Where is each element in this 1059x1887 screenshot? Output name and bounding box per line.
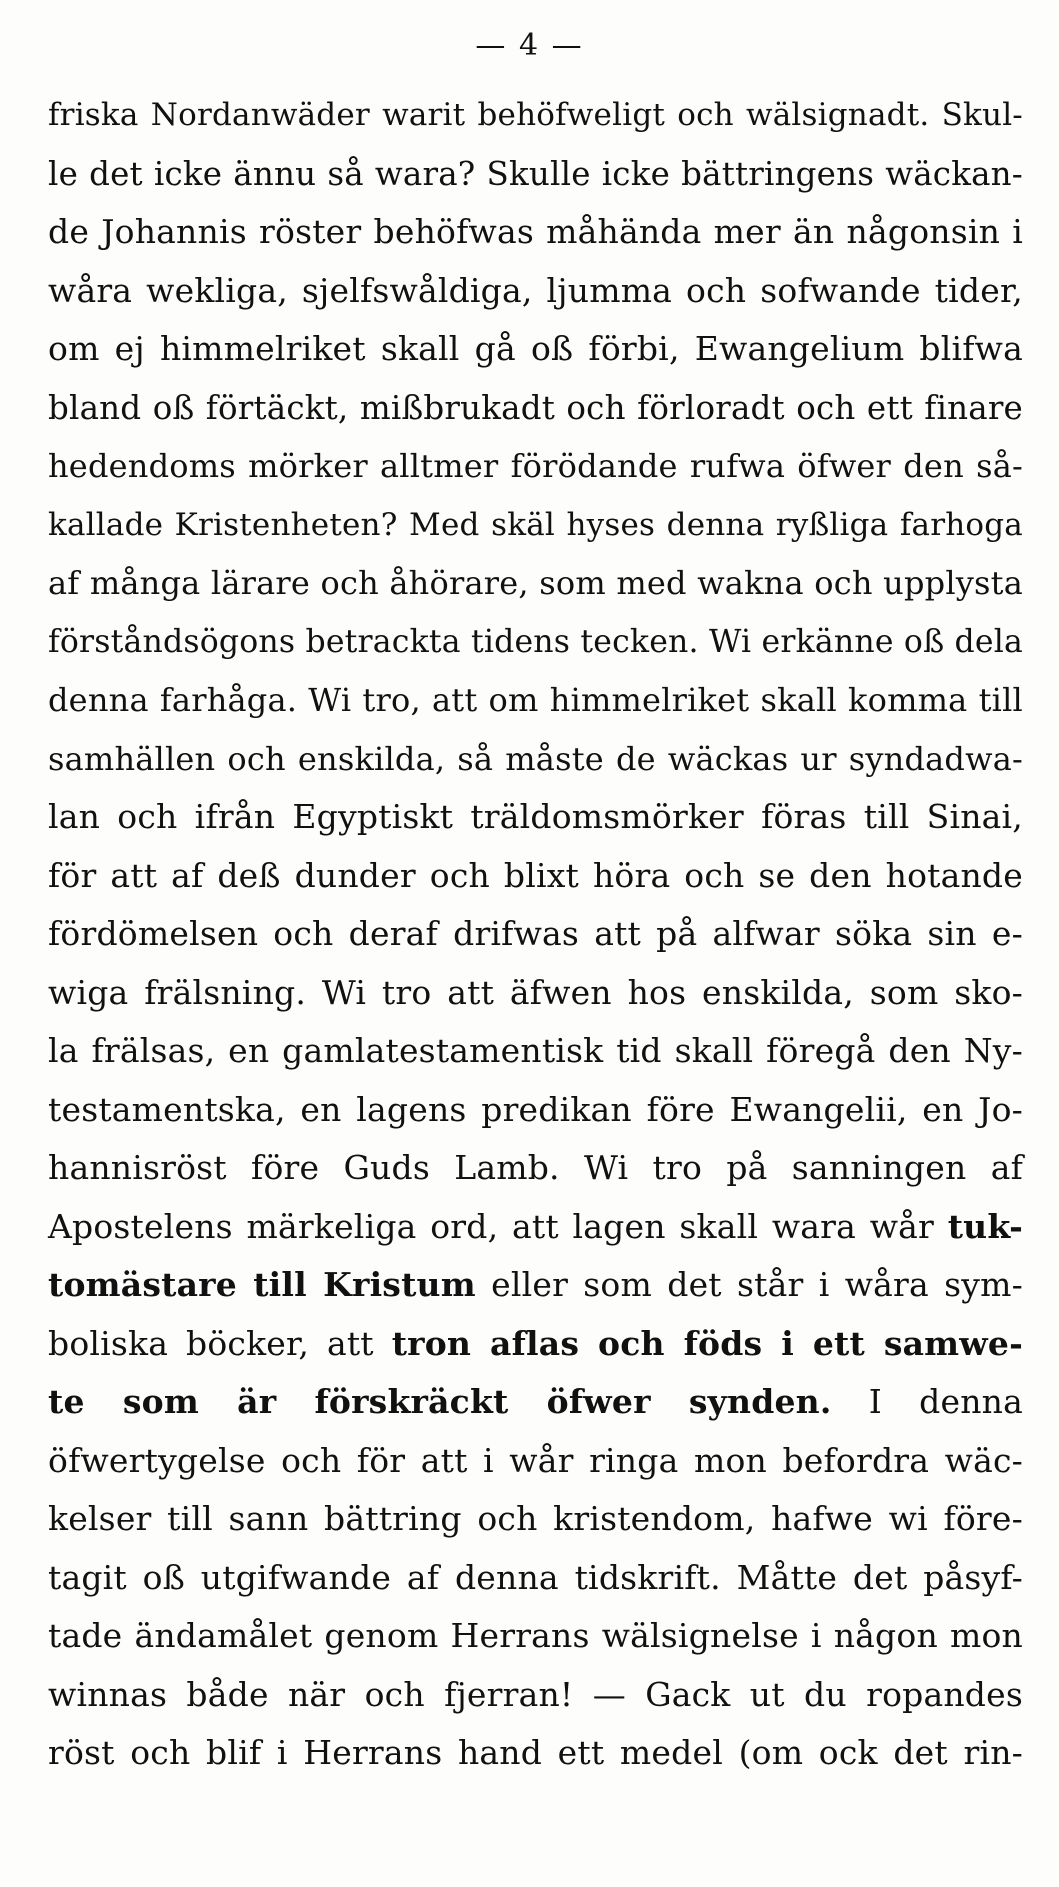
text-segment: om ej himmelriket skall gå oß förbi, Ewangelium blifwa: [48, 329, 1023, 368]
text-segment: tomästare till Kristum: [48, 1265, 476, 1304]
text-line: [48, 1666, 1023, 1725]
text-segment: winnas både när och fjerran! — Gack ut du ropandes: [48, 1674, 1023, 1714]
text-segment: testamentska, en lagens predikan före Ewangelii, en Jo-: [48, 1089, 1023, 1129]
text-line: [48, 262, 1023, 321]
text-segment: boliska böcker, att: [48, 1323, 392, 1363]
text-segment: kelser till sann bättring och kristendom, hafwe wi före-: [48, 1499, 1023, 1538]
text-segment: öfwertygelse och för att i wår ringa mon befordra wäc-: [48, 1440, 1023, 1480]
text-line: [48, 1315, 1023, 1374]
text-segment: wåra wekliga, sjelfswåldiga, ljumma och sofwande tider,: [48, 270, 1023, 310]
text-segment: af många lärare och åhörare, som med wakna och upplysta: [48, 564, 1023, 602]
text-line: [48, 1490, 1023, 1549]
text-segment: le det icke ännu så wara? Skulle icke bättringens wäckan-: [48, 154, 1023, 193]
text-line: [48, 1549, 1023, 1608]
text-line: [48, 145, 1023, 204]
text-line: [48, 1724, 1023, 1783]
text-line: [48, 1198, 1023, 1257]
text-segment: Apostelens märkeliga ord, att lagen skall wara wår: [48, 1206, 948, 1246]
text-line: [48, 671, 1023, 730]
text-segment: friska Nordanwäder warit behöfweligt och wälsignadt. Skul-: [48, 97, 1023, 133]
page-number: — 4 —: [475, 28, 584, 63]
text-segment: tade ändamålet genom Herrans wälsignelse i någon mon: [48, 1616, 1023, 1655]
text-line: [48, 437, 1023, 496]
text-line: [48, 86, 1023, 145]
text-segment: samhällen och enskilda, så måste de wäckas ur syndadwa-: [48, 739, 1023, 778]
text-segment: I denna: [831, 1382, 1023, 1421]
text-line: [48, 1022, 1023, 1081]
text-segment: de Johannis röster behöfwas måhända mer än någonsin i: [48, 212, 1023, 251]
text-line: [48, 905, 1023, 964]
text-segment: hedendoms mörker alltmer förödande rufwa öfwer den så-: [48, 447, 1023, 485]
text-segment: bland oß förtäckt, mißbrukadt och förloradt och ett finare: [48, 388, 1023, 427]
text-line: [48, 1607, 1023, 1666]
text-segment: för att af deß dunder och blixt höra och se den hotande: [48, 855, 1023, 895]
text-segment: denna farhåga. Wi tro, att om himmelriket skall komma till: [48, 681, 1023, 719]
body-text: [48, 86, 1023, 1783]
text-line: [48, 320, 1023, 379]
text-segment: eller som det står i wåra sym-: [475, 1265, 1023, 1304]
text-line: [48, 1256, 1023, 1315]
text-line: [48, 1081, 1023, 1140]
text-segment: tagit oß utgifwande af denna tidskrift. Måtte det påsyf-: [48, 1557, 1023, 1597]
text-line: [48, 847, 1023, 906]
text-line: [48, 1373, 1023, 1432]
text-line: [48, 1139, 1023, 1198]
text-segment: tuk-: [947, 1206, 1023, 1246]
text-segment: la frälsas, en gamlatestamentisk tid skall föregå den Ny-: [48, 1031, 1023, 1070]
text-segment: hannisröst före Guds Lamb. Wi tro på sanningen af: [48, 1148, 1023, 1187]
text-segment: röst och blif i Herrans hand ett medel (om ock det rin-: [48, 1733, 1023, 1772]
text-segment: wiga frälsning. Wi tro att äfwen hos enskilda, som sko-: [48, 972, 1023, 1012]
text-line: [48, 554, 1023, 613]
text-segment: te som är förskräckt öfwer synden.: [48, 1382, 832, 1421]
text-line: [48, 730, 1023, 789]
text-line: [48, 203, 1023, 262]
text-line: [48, 964, 1023, 1023]
text-line: [48, 613, 1023, 672]
text-segment: lan och ifrån Egyptiskt träldomsmörker föras till Sinai,: [48, 797, 1023, 836]
text-line: [48, 379, 1023, 438]
text-line: [48, 496, 1023, 555]
text-line: [48, 1432, 1023, 1491]
text-segment: fördömelsen och deraf drifwas att på alfwar söka sin e-: [48, 914, 1023, 953]
text-segment: förståndsögons betrackta tidens tecken. Wi erkänne oß dela: [48, 623, 1023, 660]
text-line: [48, 788, 1023, 847]
text-segment: tron aflas och föds i ett samwe-: [391, 1323, 1024, 1363]
text-segment: kallade Kristenheten? Med skäl hyses denna ryßliga farhoga: [48, 506, 1023, 543]
